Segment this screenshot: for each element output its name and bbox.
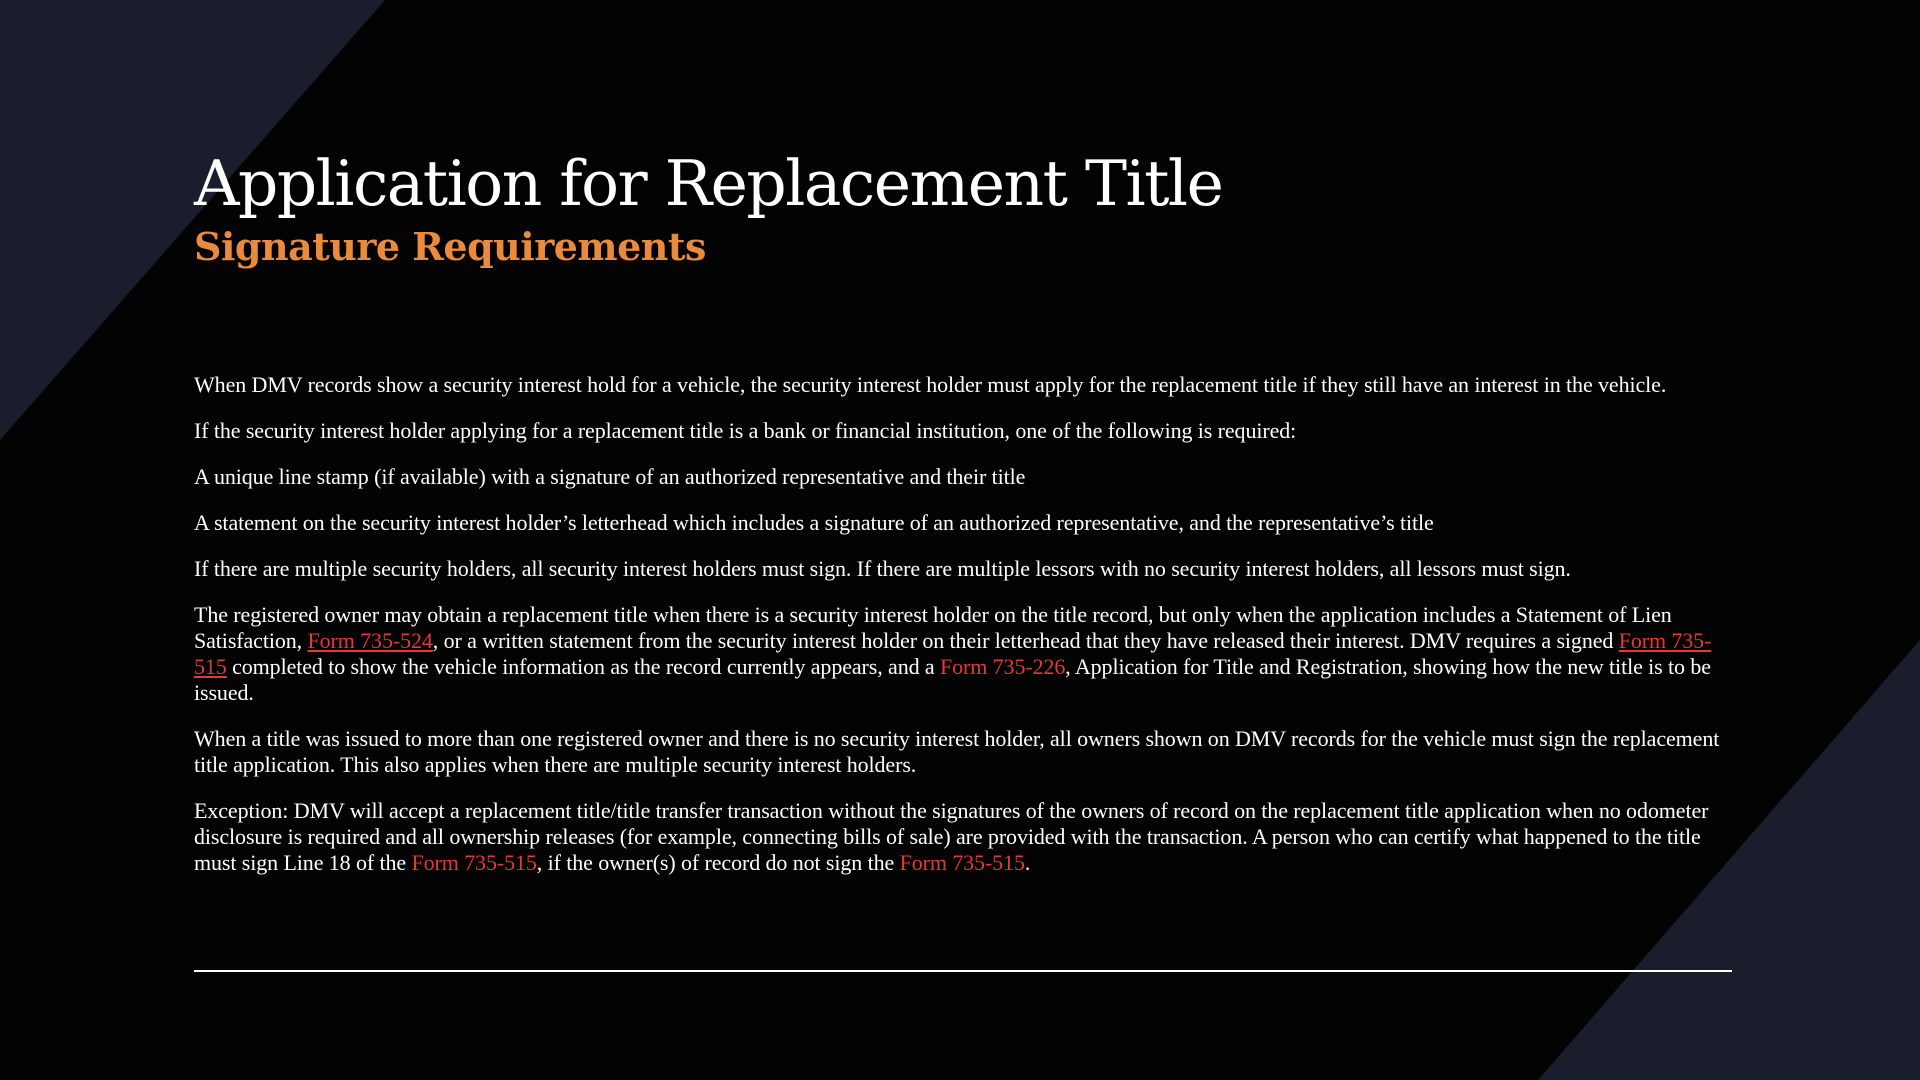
- paragraph-exception: [194, 798, 1734, 876]
- form-735-515-link[interactable]: Form 735-515: [411, 850, 537, 875]
- text-segment: Exception: DMV will accept a replacement title/title transfer transaction without the signatures of the owners of record on the replacement title application when no odometer disclosure is required and all ownership releases (for example, connecting bills of sale) are provided with the transaction. A person who can certify what happened to the title must sign Line 18 of the: [194, 798, 1709, 875]
- bottom-divider: [194, 970, 1732, 972]
- text-segment: , if the owner(s) of record do not sign the: [536, 850, 900, 875]
- page-subtitle: Signature Requirements: [194, 224, 706, 269]
- text-segment: The registered owner may obtain a replacement title when there is a security interest holder on the title record, but only when the application includes a Statement of Lien Satisfaction,: [194, 602, 1672, 653]
- form-735-515-link[interactable]: Form 735-515: [899, 850, 1025, 875]
- text-segment: , or a written statement from the security interest holder on their letterhead that they have released their interest. DMV requires a signed: [432, 628, 1619, 653]
- paragraph-security-interest: When DMV records show a security interest hold for a vehicle, the security interest holder must apply for the replacement title if they still have an interest in the vehicle.: [194, 372, 1667, 397]
- form-735-515-link[interactable]: Form 735-515: [194, 628, 1712, 679]
- paragraph-bank-requirements: If the security interest holder applying for a replacement title is a bank or financial institution, one of the following is required:: [194, 418, 1297, 443]
- slide-header: [194, 140, 1732, 270]
- paragraph-multiple-holders: If there are multiple security holders, all security interest holders must sign. If there are multiple lessors with no security interest holders, all lessors must sign.: [194, 556, 1571, 581]
- paragraph-letterhead-statement: A statement on the security interest holder’s letterhead which includes a signature of an authorized representative, and the representative’s title: [194, 510, 1434, 535]
- text-segment: completed to show the vehicle information as the record currently appears, and a: [226, 654, 940, 679]
- paragraph-line-stamp: A unique line stamp (if available) with a signature of an authorized representative and their title: [194, 464, 1026, 489]
- form-735-226-link[interactable]: Form 735-226: [939, 654, 1066, 679]
- content-body: [194, 372, 1734, 896]
- form-735-524-link[interactable]: Form 735-524: [307, 628, 433, 653]
- text-segment: .: [1024, 850, 1031, 875]
- page-title: Application for Replacement Title: [194, 147, 1223, 220]
- text-segment: , Application for Title and Registration, showing how the new title is to be issued.: [194, 654, 1711, 705]
- paragraph-multiple-owners: When a title was issued to more than one registered owner and there is no security interest holder, all owners shown on DMV records for the vehicle must sign the replacement title application. This also applies when there are multiple security interest holders.: [194, 726, 1720, 777]
- paragraph-registered-owner: [194, 602, 1734, 706]
